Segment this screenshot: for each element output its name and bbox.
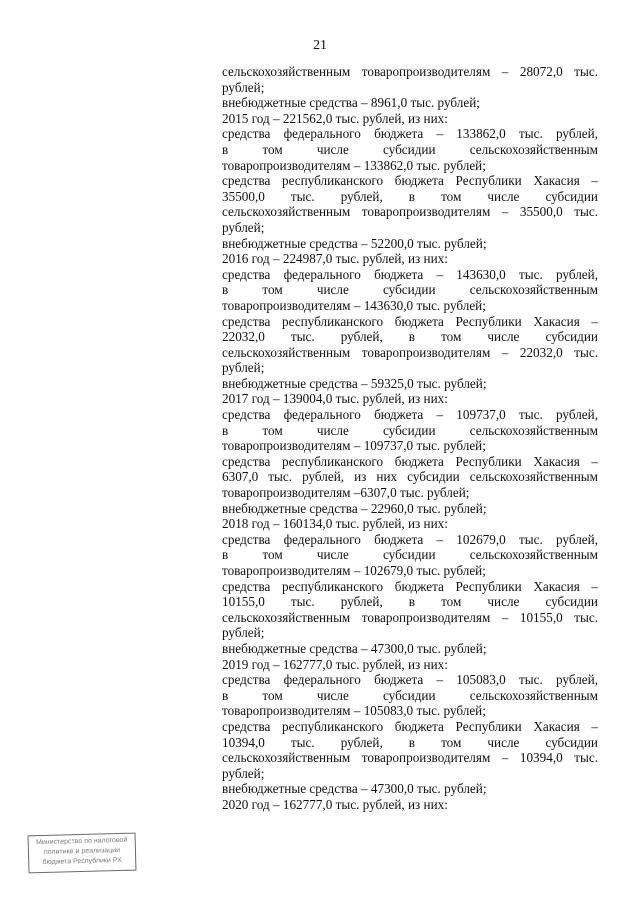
text-line: рублей; bbox=[222, 625, 265, 641]
text-line: товаропроизводителям –6307,0 тыс. рублей; bbox=[222, 485, 470, 501]
stamp-text-line: политике и реализации bbox=[43, 847, 121, 856]
text-line: средства федерального бюджета – 109737,0 тыс. рублей, bbox=[222, 407, 598, 423]
text-line: 35500,0 тыс. рублей, в том числе субсидии bbox=[222, 188, 598, 204]
text-line: товаропроизводителям – 109737,0 тыс. рублей; bbox=[222, 438, 486, 454]
text-line: 10394,0 тыс. рублей, в том числе субсидии bbox=[222, 734, 598, 750]
text-line: 2020 год – 162777,0 тыс. рублей, из них: bbox=[222, 796, 448, 812]
text-line: сельскохозяйственным товаропроизводителям – 35500,0 тыс. bbox=[222, 204, 598, 220]
text-line: средства республиканского бюджета Республики Хакасия – bbox=[222, 578, 598, 594]
text-line: внебюджетные средства – 59325,0 тыс. рублей; bbox=[222, 375, 487, 391]
text-line: рублей; bbox=[222, 360, 265, 376]
text-line: рублей; bbox=[222, 765, 265, 781]
text-line: 2015 год – 221562,0 тыс. рублей, из них: bbox=[222, 110, 448, 126]
registration-stamp bbox=[28, 833, 137, 874]
text-line: рублей; bbox=[222, 219, 265, 235]
text-line: товаропроизводителям – 143630,0 тыс. рублей; bbox=[222, 297, 486, 313]
text-line: 2019 год – 162777,0 тыс. рублей, из них: bbox=[222, 656, 448, 672]
text-line: внебюджетные средства – 52200,0 тыс. рублей; bbox=[222, 235, 487, 251]
text-line: сельскохозяйственным товаропроизводителям – 22032,0 тыс. bbox=[222, 344, 598, 360]
text-line: 2017 год – 139004,0 тыс. рублей, из них: bbox=[222, 391, 448, 407]
text-line: 10155,0 тыс. рублей, в том числе субсидии bbox=[222, 594, 598, 610]
text-line: сельскохозяйственным товаропроизводителям – 10394,0 тыс. bbox=[222, 750, 598, 766]
text-line: в том числе субсидии сельскохозяйственным bbox=[222, 282, 598, 298]
text-line: рублей; bbox=[222, 79, 265, 95]
text-line: в том числе субсидии сельскохозяйственным bbox=[222, 141, 598, 157]
stamp-text-line: бюджета Республики РХ bbox=[42, 856, 122, 867]
text-line: внебюджетные средства – 8961,0 тыс. рублей; bbox=[222, 95, 480, 111]
text-line: товаропроизводителям – 105083,0 тыс. рублей; bbox=[222, 703, 486, 719]
text-line: 22032,0 тыс. рублей, в том числе субсидии bbox=[222, 329, 598, 345]
text-line: 2018 год – 160134,0 тыс. рублей, из них: bbox=[222, 516, 448, 532]
text-line: в том числе субсидии сельскохозяйственным bbox=[222, 547, 598, 563]
text-line: 6307,0 тыс. рублей, из них субсидии сельскохозяйственным bbox=[222, 469, 598, 485]
text-line: средства республиканского бюджета Республики Хакасия – bbox=[222, 453, 598, 469]
text-line: средства республиканского бюджета Республики Хакасия – bbox=[222, 313, 598, 329]
text-line: товаропроизводителям – 133862,0 тыс. рублей; bbox=[222, 157, 486, 173]
document-body bbox=[222, 64, 598, 813]
text-line: сельскохозяйственным товаропроизводителям – 10155,0 тыс. bbox=[222, 609, 598, 625]
text-line: сельскохозяйственным товаропроизводителям – 28072,0 тыс. bbox=[222, 64, 598, 79]
stamp-text-line: Министерство по налоговой bbox=[35, 836, 128, 847]
text-line: средства федерального бюджета – 133862,0 тыс. рублей, bbox=[222, 126, 598, 142]
text-line: в том числе субсидии сельскохозяйственным bbox=[222, 422, 598, 438]
text-line: 2016 год – 224987,0 тыс. рублей, из них: bbox=[222, 251, 448, 267]
text-line: средства федерального бюджета – 105083,0 тыс. рублей, bbox=[222, 672, 598, 688]
text-line: в том числе субсидии сельскохозяйственным bbox=[222, 687, 598, 703]
text-line: внебюджетные средства – 22960,0 тыс. рублей; bbox=[222, 500, 487, 516]
text-line: товаропроизводителям – 102679,0 тыс. рублей; bbox=[222, 563, 486, 578]
text-line: средства республиканского бюджета Республики Хакасия – bbox=[222, 718, 598, 734]
text-line: внебюджетные средства – 47300,0 тыс. рублей; bbox=[222, 640, 487, 656]
text-line: внебюджетные средства – 47300,0 тыс. рублей; bbox=[222, 781, 487, 797]
text-line: средства федерального бюджета – 102679,0 тыс. рублей, bbox=[222, 531, 598, 547]
text-line: средства федерального бюджета – 143630,0 тыс. рублей, bbox=[222, 266, 598, 282]
page-number: 21 bbox=[313, 38, 327, 53]
text-line: средства республиканского бюджета Республики Хакасия – bbox=[222, 173, 598, 189]
